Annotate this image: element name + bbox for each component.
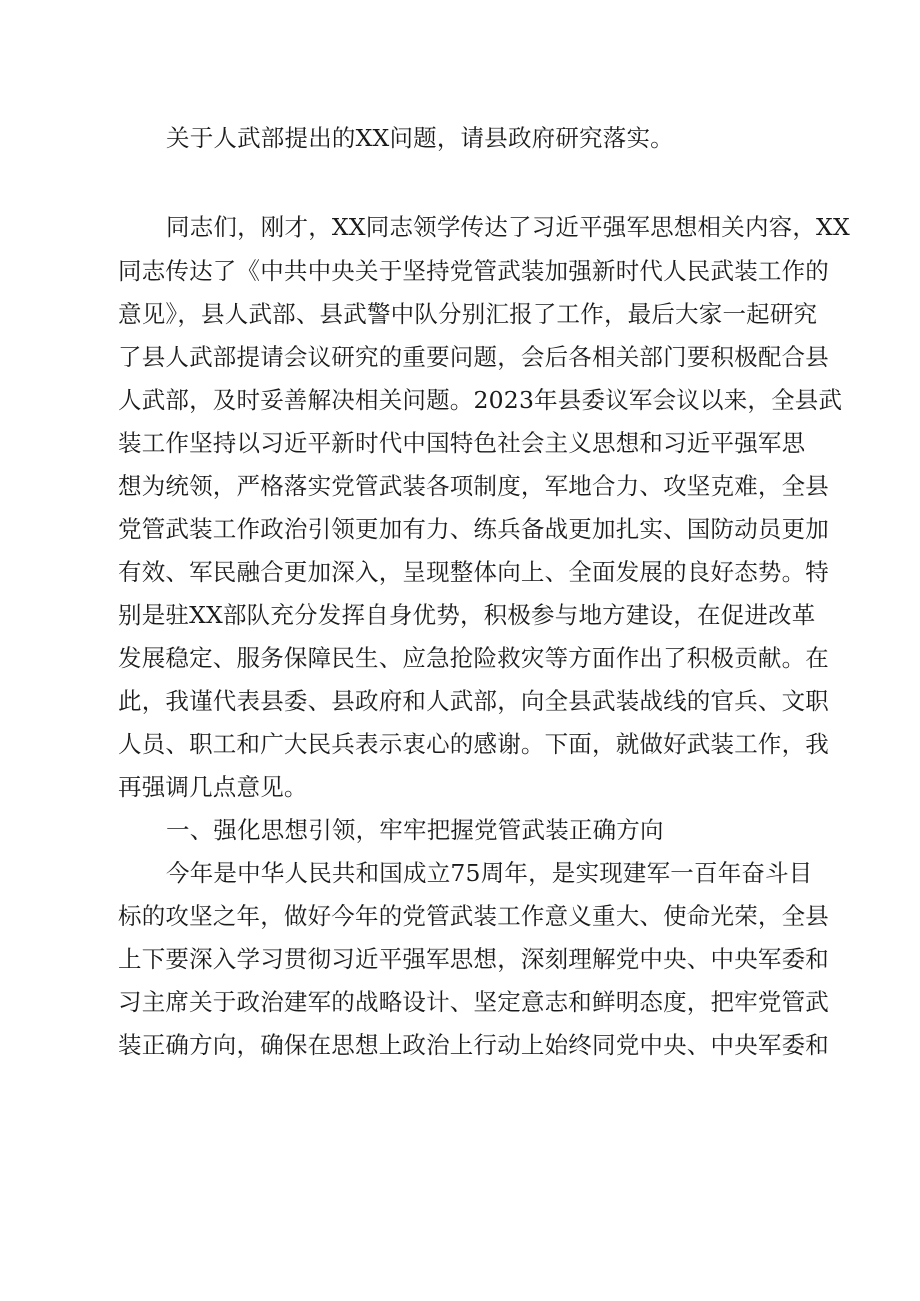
paragraph-line: 同志们，刚才，XX同志领学传达了习近平强军思想相关内容，XX	[166, 213, 850, 241]
paragraph-line: 装正确方向，确保在思想上政治上行动上始终同党中央、中央军委和	[118, 1031, 829, 1059]
paragraph-line: 上下要深入学习贯彻习近平强军思想，深刻理解党中央、中央军委和	[118, 945, 829, 973]
paragraph-line: 习主席关于政治建军的战略设计、坚定意志和鲜明态度，把牢党管武	[118, 988, 829, 1016]
paragraph-line: 标的攻坚之年，做好今年的党管武装工作意义重大、使命光荣，全县	[118, 902, 829, 930]
paragraph-line: 人员、职工和广大民兵表示衷心的感谢。下面，就做好武装工作，我	[118, 730, 829, 758]
paragraph-line: 了县人武部提请会议研究的重要问题，会后各相关部门要积极配合县	[118, 343, 829, 371]
paragraph-line: 再强调几点意见。	[118, 773, 308, 801]
paragraph-line: 装工作坚持以习近平新时代中国特色社会主义思想和习近平强军思	[118, 429, 806, 457]
paragraph-line: 别是驻XX部队充分发挥自身优势，积极参与地方建设，在促进改革	[118, 601, 816, 629]
paragraph-line: 此，我谨代表县委、县政府和人武部，向全县武装战线的官兵、文职	[118, 687, 829, 715]
paragraph-line: 党管武装工作政治引领更加有力、练兵备战更加扎实、国防动员更加	[118, 515, 829, 543]
paragraph-line: 今年是中华人民共和国成立75周年，是实现建军一百年奋斗目	[166, 859, 813, 887]
paragraph-line: 同志传达了《中共中央关于坚持党管武装加强新时代人民武装工作的	[118, 257, 829, 285]
section-heading: 一、强化思想引领，牢牢把握党管武装正确方向	[166, 816, 664, 844]
paragraph-line: 想为统领，严格落实党管武装各项制度，军地合力、攻坚克难，全县	[118, 472, 829, 500]
paragraph-line: 关于人武部提出的XX问题，请县政府研究落实。	[166, 124, 674, 152]
paragraph-line: 人武部，及时妥善解决相关问题。2023年县委议军会议以来，全县武	[118, 386, 843, 414]
paragraph-line: 意见》，县人武部、县武警中队分别汇报了工作，最后大家一起研究	[118, 300, 818, 328]
paragraph-line: 有效、军民融合更加深入，呈现整体向上、全面发展的良好态势。特	[118, 558, 829, 586]
paragraph-line: 发展稳定、服务保障民生、应急抢险救灾等方面作出了积极贡献。在	[118, 644, 829, 672]
